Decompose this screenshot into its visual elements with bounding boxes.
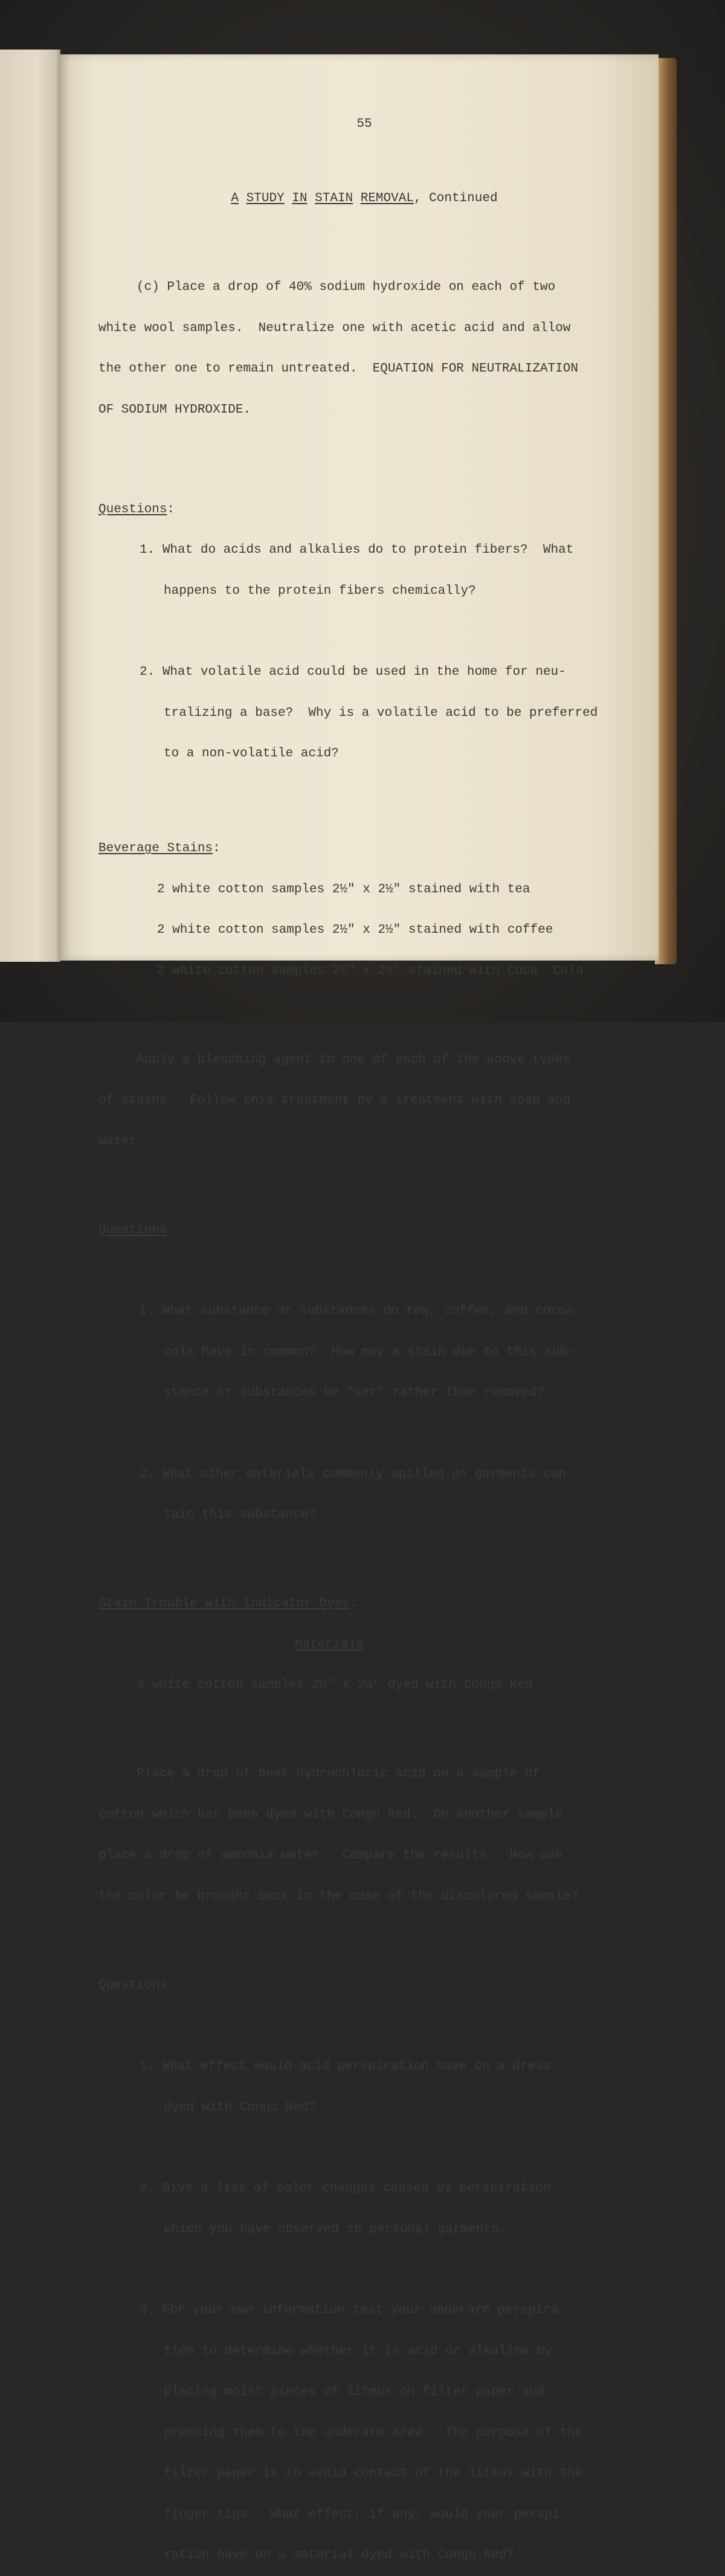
questions-heading-2: Questions:: [98, 1223, 175, 1237]
question-line: to a non-volatile acid?: [164, 747, 339, 761]
beverage-text-line: water.: [98, 1134, 144, 1148]
indicator-text-line: Place a drop of desk hydrochloric acid on a sample of: [98, 1767, 540, 1781]
beverage-item: 2 white cotton samples 2½" x 2½" stained with tea: [157, 882, 530, 897]
question-line: tain this substance?: [164, 1508, 317, 1522]
question-item: 1. What do acids and alkalies do to protein fibers? What: [140, 543, 574, 557]
question-line: finger tips. What effect, if any, would your perspi-: [164, 2507, 567, 2522]
indicator-text-line: cotton which has been dyed with Congo Red. On another sample: [98, 1808, 563, 1822]
page-title: [98, 192, 630, 206]
question-line: tion to determine whether it is acid or alkaline by: [164, 2344, 552, 2359]
question-item: 2. What volatile acid could be used in the home for neu-: [140, 665, 566, 679]
question-line: filter paper is to avoid contact of the litmus with the: [164, 2467, 583, 2481]
intro-line: the other one to remain untreated. EQUATION FOR NEUTRALIZATION: [98, 362, 578, 376]
left-page-edge: [0, 50, 60, 962]
beverage-heading: Beverage Stains:: [98, 842, 221, 855]
question-item: 2. Give a list of color changes caused by perspiration: [140, 2182, 551, 2195]
question-line: placing moist pieces of litmus on filter paper and: [164, 2385, 545, 2399]
question-line: happens to the protein fibers chemically?: [164, 584, 476, 598]
question-item: 2. What other materials commonly spilled on garments con-: [140, 1467, 574, 1481]
indicator-text-line: the color be brought back in the case of the discolored sample?: [98, 1889, 578, 1904]
page-number: 55: [356, 117, 372, 131]
beverage-text-line: Apply a bleaching agent to one of each of the above types: [98, 1052, 571, 1067]
questions-heading-3: Questions:: [98, 1978, 175, 1992]
questions-heading: Questions:: [98, 502, 175, 517]
page-content: [98, 91, 630, 2576]
beverage-text-line: of stains. Follow this treatment by a treatment with soap and: [98, 1093, 571, 1107]
question-line: dyed with Congo Red?: [164, 2100, 317, 2114]
intro-line: (c) Place a drop of 40% sodium hydroxide on each of two: [98, 280, 556, 294]
indicator-text-line: place a drop of ammonia water. Compare the results. How can: [98, 1849, 563, 1863]
title-word-a: A: [231, 192, 239, 205]
question-line: pressing them to the underarm area. The purpose of the: [164, 2426, 583, 2440]
materials-item: 3 white cotton samples 2½" x 2½" dyed with Congo Red: [98, 1678, 533, 1692]
title-word-stain: STAIN: [315, 192, 353, 205]
question-item: 1. What substance or substances do tea, coffee, and cocoa: [140, 1304, 574, 1318]
intro-line: OF SODIUM HYDROXIDE.: [98, 402, 251, 417]
question-item: 3. For your own information test your underarm perspira-: [140, 2304, 566, 2317]
indicator-heading: Stain Trouble with Indicator Dyes:: [98, 1597, 358, 1611]
beverage-item: 2 white cotton samples 2½" x 2½" stained with coffee: [157, 923, 553, 937]
question-item: 1. What effect would acid perspiration have on a dress: [140, 2059, 551, 2073]
question-line: tralizing a base? Why is a volatile acid to be preferred: [164, 706, 598, 720]
materials-heading: Materials: [295, 1637, 364, 1652]
title-word-in: IN: [292, 192, 308, 205]
question-line: cola have in common? How may a stain due to this sub-: [164, 1345, 575, 1359]
beverage-item: 2 white cotton samples 2½" x 2½" stained with Coca Cola: [157, 964, 584, 978]
title-word-removal: REMOVAL: [360, 192, 414, 205]
question-line: which you have observed in personal garments.: [164, 2222, 507, 2236]
title-word-study: STUDY: [246, 192, 285, 205]
title-suffix: , Continued: [413, 192, 498, 205]
question-line: ration have on a material dyed with Congo Red?: [164, 2548, 514, 2562]
question-line: stance or substances be "set" rather than removed?: [164, 1386, 545, 1400]
intro-line: white wool samples. Neutralize one with acetic acid and allow: [98, 321, 571, 335]
